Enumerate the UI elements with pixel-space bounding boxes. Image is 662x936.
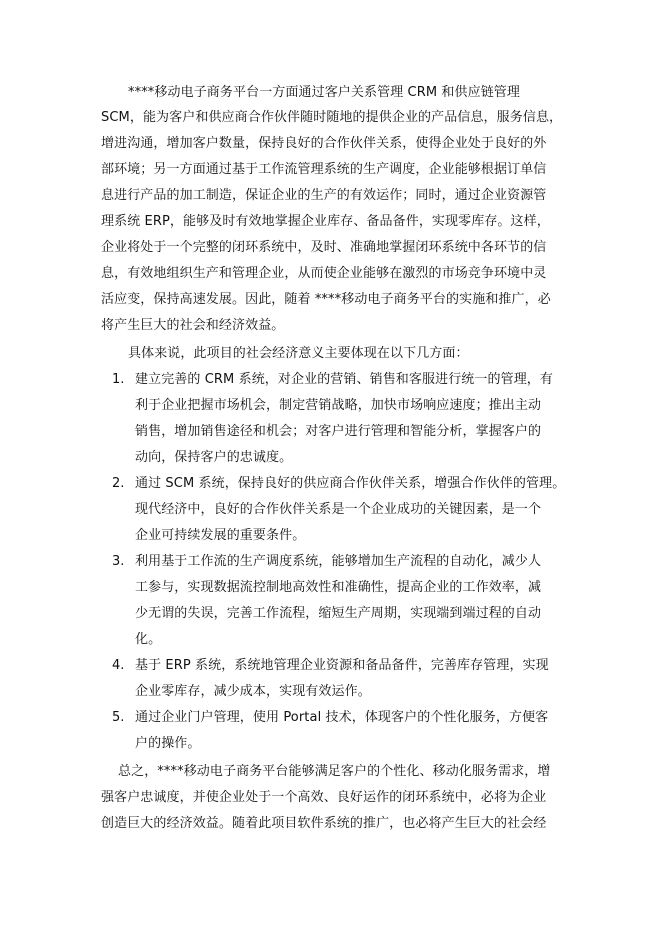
list-item-line: 企业零库存，减少成本，实现有效运作。	[135, 684, 371, 699]
list-item-number: 2.	[112, 476, 125, 491]
intro-line: 增进沟通，增加客户数量，保持良好的合作伙伴关系，使得企业处于良好的外	[101, 136, 547, 151]
intro-line: 息进行产品的加工制造，保证企业的生产的有效运作；同时，通过企业资源管	[101, 188, 547, 203]
list-item-number: 4.	[112, 658, 125, 673]
lead-sentence: 具体来说，此项目的社会经济意义主要体现在以下几方面：	[128, 346, 469, 361]
intro-line: ****移动电子商务平台一方面通过客户关系管理 CRM 和供应链管理	[128, 85, 520, 100]
list-item-line: 建立完善的 CRM 系统，对企业的营销、销售和客服进行统一的管理，有	[135, 372, 553, 387]
list-item-number: 5.	[112, 710, 125, 725]
list-item-line: 工参与，实现数据流控制地高效性和准确性，提高企业的工作效率，减	[135, 580, 542, 595]
list-item-line: 通过企业门户管理，使用 Portal 技术，体现客户的个性化服务，方便客	[135, 710, 549, 725]
intro-line: SCM，能为客户和供应商合作伙伴随时随地的提供企业的产品信息，服务信息，	[101, 110, 563, 125]
list-item-line: 户的操作。	[135, 736, 201, 751]
conclusion-line: 强客户忠诚度，并使企业处于一个高效、良好运作的闭环系统中，必将为企业	[101, 790, 547, 805]
list-item-line: 利于企业把握市场机会，制定营销战略，加快市场响应速度；推出主动	[135, 398, 542, 413]
list-item-line: 销售，增加销售途径和机会；对客户进行管理和智能分析，掌握客户的	[135, 424, 542, 439]
list-item-line: 动向，保持客户的忠诚度。	[135, 450, 293, 465]
list-item-line: 通过 SCM 系统，保持良好的供应商合作伙伴关系，增强合作伙伴的管理。	[135, 476, 566, 491]
intro-line: 部环境；另一方面通过基于工作流管理系统的生产调度，企业能够根据订单信	[101, 162, 547, 177]
list-item-number: 3.	[112, 554, 125, 569]
list-item-line: 少无谓的失误，完善工作流程，缩短生产周期，实现端到端过程的自动	[135, 606, 542, 621]
list-item-line: 化。	[135, 632, 162, 647]
intro-line: 理系统 ERP，能够及时有效地掌握企业库存、备品备件，实现零库存。这样，	[101, 214, 550, 229]
list-item-number: 1.	[112, 372, 125, 387]
intro-line: 活应变，保持高速发展。因此，随着 ****移动电子商务平台的实施和推广，必	[101, 292, 551, 307]
intro-line: 息，有效地组织生产和管理企业，从而使企业能够在激烈的市场竞争环境中灵	[101, 266, 547, 281]
conclusion-line: 创造巨大的经济效益。随着此项目软件系统的推广，也必将产生巨大的社会经	[101, 816, 547, 831]
list-item-line: 基于 ERP 系统，系统地管理企业资源和备品备件，完善库存管理，实现	[135, 658, 549, 673]
list-item-line: 现代经济中，良好的合作伙伴关系是一个企业成功的关键因素，是一个	[135, 502, 542, 517]
intro-line: 将产生巨大的社会和经济效益。	[101, 318, 285, 333]
conclusion-line: 总之，****移动电子商务平台能够满足客户的个性化、移动化服务需求，增	[118, 764, 551, 779]
intro-line: 企业将处于一个完整的闭环系统中，及时、准确地掌握闭环系统中各环节的信	[101, 240, 547, 255]
list-item-line: 企业可持续发展的重要条件。	[135, 528, 306, 543]
list-item-line: 利用基于工作流的生产调度系统，能够增加生产流程的自动化，减少人	[135, 554, 542, 569]
